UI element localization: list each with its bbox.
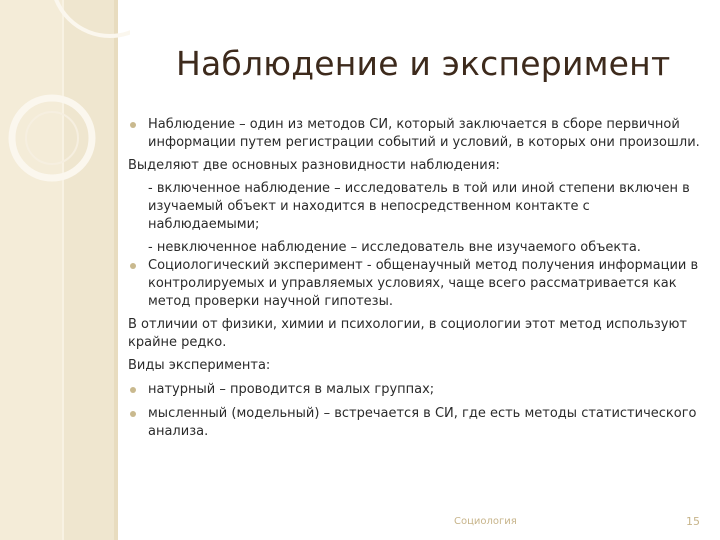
deco-circle-inner: [26, 112, 78, 164]
deco-circle-top: [52, 0, 130, 36]
sub-paragraph: [128, 180, 700, 234]
body-paragraph: [128, 357, 700, 375]
paragraph-text: В отличии от физики, химии и психологии, в социологии этот метод используют крайне редко.: [128, 317, 687, 350]
paragraph-text: Социологический эксперимент - общенаучный метод получения информации в контролируемых и управляемых условиях, чаще всего рассматривается как метод проверки научной гипотезы.: [148, 258, 699, 309]
paragraph-text: Виды эксперимента:: [128, 358, 271, 373]
bullet-item: [128, 116, 700, 152]
bullet-item: [128, 257, 700, 311]
slide-title: Наблюдение и эксперимент: [176, 44, 671, 83]
footer-subject: Социология: [454, 516, 517, 527]
paragraph-text: - невключенное наблюдение – исследователь вне изучаемого объекта.: [148, 240, 641, 255]
bullet-item: [128, 381, 700, 399]
bullet-dot-icon: [130, 263, 136, 269]
paragraph-text: - включенное наблюдение – исследователь в той или иной степени включен в изучаемый объект и находится в непосредственном контакте с наблюдаемыми;: [148, 181, 690, 232]
bullet-dot-icon: [130, 387, 136, 393]
sub-paragraph: [128, 239, 700, 257]
bullet-dot-icon: [130, 122, 136, 128]
bullet-item: [128, 405, 700, 441]
decorative-circles: [0, 0, 130, 220]
slide-content: [128, 116, 700, 441]
deco-circle-middle: [12, 98, 92, 178]
bullet-dot-icon: [130, 411, 136, 417]
paragraph-text: натурный – проводится в малых группах;: [148, 382, 435, 397]
body-paragraph: [128, 316, 700, 352]
page-number: 15: [686, 515, 700, 528]
paragraph-text: Выделяют две основных разновидности наблюдения:: [128, 158, 500, 173]
paragraph-text: мысленный (модельный) – встречается в СИ, где есть методы статистического анализа.: [148, 406, 697, 439]
body-paragraph: [128, 157, 700, 175]
paragraph-text: Наблюдение – один из методов СИ, который заключается в сборе первичной информации путем регистрации событий и условий, в которых они произошли.: [148, 117, 700, 150]
